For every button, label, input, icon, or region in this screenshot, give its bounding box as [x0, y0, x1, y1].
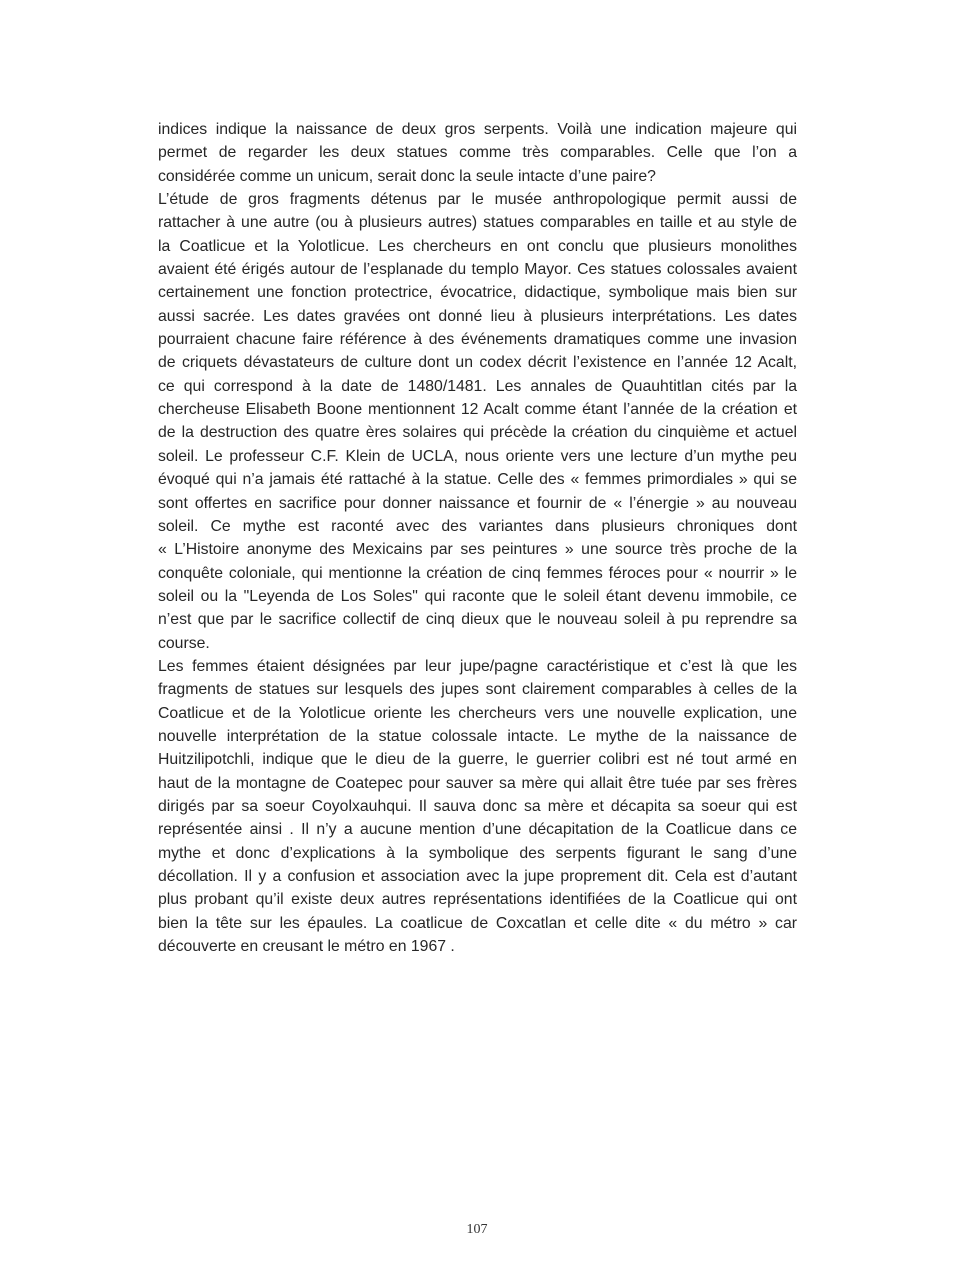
text-line: sont offertes en sacrifice pour donner naissance et fournir de « l’énergie » au nouveau — [158, 494, 797, 512]
text-line: nouvelle interprétation de la statue colossale intacte. Le mythe de la naissance de — [158, 727, 797, 745]
text-line: de la destruction des quatre ères solaires qui précède la création du cinquième et actuel — [158, 424, 797, 442]
text-line: mythe et donc d’explications à la symbolique des serpents figurant le sang d’une — [158, 844, 797, 862]
text-line: ce qui correspond à la date de 1480/1481. Les annales de Quauhtitlan cités par la — [158, 377, 797, 395]
text-line: soleil ou la "Leyenda de Los Soles" qui raconte que le soleil étant devenu immobile, ce — [158, 587, 797, 605]
paragraph — [158, 118, 797, 188]
text-line: haut de la montagne de Coatepec pour sauver sa mère qui allait être tuée par ses frères — [158, 774, 797, 792]
text-line: « L’Histoire anonyme des Mexicains par ses peintures » une source très proche de la — [158, 541, 797, 559]
text-line: soleil. Le professeur C.F. Klein de UCLA, nous oriente vers une lecture d’un mythe peu — [158, 447, 797, 465]
text-line: n’est que par le sacrifice collectif de cinq dieux que le nouveau soleil à pu reprendre sa — [158, 611, 797, 629]
text-line: course. — [158, 634, 210, 652]
text-line: L’étude de gros fragments détenus par le musée anthropologique permit aussi de — [158, 191, 797, 209]
text-line: certainement une fonction protectrice, évocatrice, didactique, symbolique mais bien sur — [158, 284, 797, 302]
text-line: Les femmes étaient désignées par leur jupe/pagne caractéristique et c’est là que les — [158, 657, 797, 675]
paragraph — [158, 655, 797, 958]
text-line: découverte en creusant le métro en 1967 . — [158, 938, 455, 956]
text-line: Coatlicue et de la Yolotlicue oriente les chercheurs vers une nouvelle explication, une — [158, 704, 797, 722]
text-line: soleil. Ce mythe est raconté avec des variantes dans plusieurs chroniques dont — [158, 517, 797, 535]
text-line: fragments de statues sur lesquels des jupes sont clairement comparables à celles de la — [158, 681, 797, 699]
text-line: permet de regarder les deux statues comme très comparables. Celle que l’on a — [158, 144, 797, 162]
text-line: conquête coloniale, qui mentionne la création de cinq femmes féroces pour « nourrir » le — [158, 564, 797, 582]
paragraph — [158, 188, 797, 655]
text-line: représentée ainsi . Il n’y a aucune mention d’une décapitation de la Coatlicue dans ce — [158, 821, 797, 839]
text-line: de criquets dévastateurs de culture dont un codex décrit l’existence en l’année 12 Acalt, — [158, 354, 797, 372]
text-line: avaient été érigés autour de l’esplanade du templo Mayor. Ces statues colossales avaient — [158, 261, 797, 279]
text-line: évoqué qui n’a jamais été rattaché à la statue. Celle des « femmes primordiales » qui se — [158, 471, 797, 489]
text-line: la Coatlicue et la Yolotlicue. Les chercheurs en ont conclu que plusieurs monolithes — [158, 237, 797, 255]
text-line: chercheuse Elisabeth Boone mentionnent 12 Acalt comme étant l’année de la création et — [158, 401, 797, 419]
text-line: Huitzilipotchli, indique que le dieu de la guerre, le guerrier colibri est né tout armé en — [158, 751, 797, 769]
text-line: bien la tête sur les épaules. La coatlicue de Coxcatlan et celle dite « du métro » car — [158, 914, 797, 932]
text-line: décollation. Il y a confusion et association avec la jupe proprement dit. Cela est d’autant — [158, 868, 797, 885]
text-line: pourraient chacune faire référence à des événements dramatiques comme une invasion — [158, 331, 797, 349]
text-line: plus probant qu’il existe deux autres représentations identifiées de la Coatlicue qui ont — [158, 891, 797, 909]
text-line: rattacher à une autre (ou à plusieurs autres) statues comparables en taille et au style de — [158, 214, 797, 232]
text-line: dirigés par sa soeur Coyolxauhqui. Il sauva donc sa mère et décapita sa soeur qui est — [158, 797, 797, 815]
text-line: considérée comme un unicum, serait donc la seule intacte d’une paire? — [158, 167, 656, 185]
text-line: aussi sacrée. Les dates gravées ont donné lieu à plusieurs interprétations. Les dates — [158, 307, 797, 325]
text-line: indices indique la naissance de deux gros serpents. Voilà une indication majeure qui — [158, 121, 797, 138]
body-text — [158, 118, 797, 958]
page-number: 107 — [466, 1222, 488, 1237]
